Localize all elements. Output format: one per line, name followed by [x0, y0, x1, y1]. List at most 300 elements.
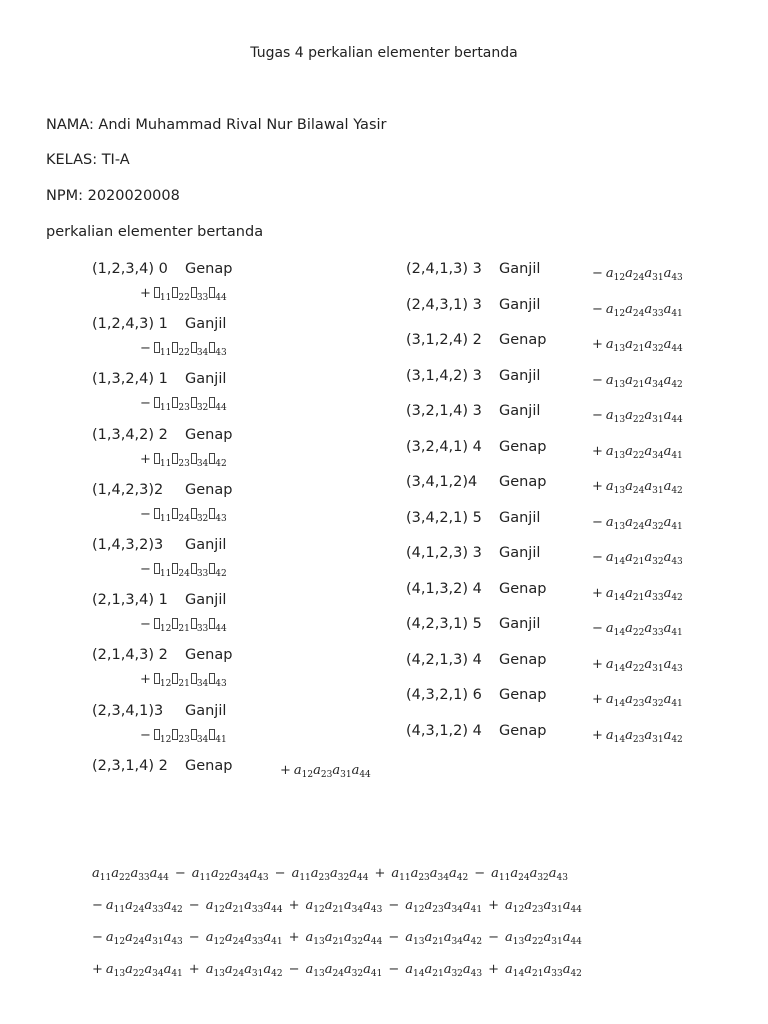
subscript: 12 [159, 624, 172, 635]
subscript: 42 [671, 734, 683, 745]
elementary-product: − $a_{13}a_{21}a_{34}a_{42}$ [592, 372, 683, 390]
elementary-product [140, 341, 228, 359]
student-npm: NPM: 2020020008 [46, 188, 180, 204]
subscript: 43 [215, 679, 227, 690]
product-row [592, 617, 683, 638]
elementary-product: − $a_{12}a_{24}a_{33}a_{41}$ [592, 301, 683, 319]
subscript: 34 [196, 679, 209, 690]
subscript: 24 [232, 937, 245, 947]
subscript: 12 [213, 905, 225, 915]
unrendered-glyph [154, 673, 160, 684]
subscript: 14 [613, 734, 626, 745]
unrendered-glyph [154, 729, 160, 740]
subscript: 22 [218, 873, 231, 883]
term-sign: − [174, 866, 186, 881]
term-sign: − [188, 898, 200, 913]
term-sign: + [592, 337, 603, 352]
permutation-label: (4,1,2,3) 3 [406, 545, 482, 561]
subscript: 33 [652, 308, 664, 319]
term-sign: − [592, 372, 603, 388]
subscript: 11 [159, 513, 172, 524]
subscript: 24 [132, 937, 145, 947]
parity-label: Genap [499, 687, 547, 703]
permutation-label: (3,2,4,1) 4 [406, 438, 482, 455]
subscript: 42 [215, 458, 227, 469]
elementary-product: $a_{11}a_{22}a_{33}a_{44}$ [92, 866, 169, 883]
subscript: 34 [237, 873, 250, 883]
product-row [592, 333, 683, 354]
product-row [592, 262, 683, 283]
subscript: 12 [159, 734, 172, 745]
unrendered-glyph [154, 397, 160, 408]
subscript: 34 [196, 734, 209, 745]
term-sign: − [140, 506, 151, 522]
term-sign: − [592, 301, 603, 317]
term-sign: + [592, 443, 603, 459]
permutation-label: (2,3,1,4) 2 [92, 758, 168, 774]
subscript: 44 [157, 873, 169, 883]
subscript: 13 [213, 969, 225, 979]
subscript: 31 [551, 937, 563, 947]
unrendered-glyph [191, 508, 197, 519]
subscript: 33 [652, 628, 664, 638]
subscript: 21 [232, 905, 245, 915]
subscript: 41 [370, 969, 383, 979]
subscript: 23 [318, 873, 330, 883]
subscript: 23 [432, 905, 444, 915]
subscript: 13 [613, 486, 626, 496]
subscript: 14 [413, 969, 425, 979]
term-sign: − [488, 930, 500, 945]
term-sign: − [388, 930, 400, 945]
subscript: 34 [451, 905, 463, 915]
parity-label: Genap [185, 481, 233, 498]
parity-label: Ganjil [499, 261, 541, 277]
parity-label: Ganjil [499, 616, 541, 632]
subscript: 24 [178, 513, 190, 524]
subscript: 43 [671, 557, 683, 567]
elementary-product [140, 507, 228, 522]
subscript: 32 [652, 521, 664, 532]
elementary-product: $a_{13}a_{22}a_{34}a_{41}$ [105, 962, 183, 979]
subscript: 23 [178, 734, 190, 745]
subscript: 21 [432, 937, 444, 947]
term-sign: + [280, 763, 291, 778]
subscript: 13 [613, 415, 626, 425]
subscript: 44 [671, 415, 683, 425]
subscript: 21 [632, 344, 645, 354]
subscript: 41 [671, 450, 683, 461]
unrendered-glyph [154, 618, 160, 629]
parity-label: Ganjil [499, 509, 541, 526]
parity-label: Genap [499, 722, 547, 739]
subscript: 34 [152, 969, 164, 979]
term-sign: − [140, 617, 151, 633]
parity-label: Genap [499, 438, 547, 455]
term-sign: + [140, 286, 151, 301]
subscript: 21 [332, 905, 344, 915]
subscript: 12 [159, 679, 172, 690]
subscript: 12 [113, 937, 126, 947]
subscript: 32 [351, 937, 364, 947]
subscript: 24 [632, 308, 645, 319]
subscript: 43 [257, 873, 269, 883]
subscript: 44 [671, 344, 683, 354]
product-row [592, 369, 683, 390]
parity-label: Ganjil [185, 371, 227, 388]
student-class: KELAS: TI-A [46, 152, 130, 168]
product-row [140, 724, 228, 745]
subscript: 33 [138, 873, 150, 883]
subscript: 42 [470, 937, 483, 947]
subscript: 13 [313, 937, 325, 947]
elementary-product: + $a_{13}a_{21}a_{32}a_{44}$ [592, 337, 683, 354]
permutation-label: (2,4,1,3) 3 [406, 261, 482, 277]
subscript: 21 [178, 624, 190, 635]
subscript: 32 [652, 344, 664, 354]
subscript: 13 [613, 344, 626, 354]
subscript: 32 [451, 969, 463, 979]
permutation-label: (1,2,3,4) 0 [92, 261, 168, 277]
permutation-label: (4,1,3,2) 4 [406, 580, 482, 597]
unrendered-glyph [191, 287, 197, 298]
parity-label: Ganjil [185, 592, 227, 609]
term-sign: − [388, 898, 400, 913]
subscript: 21 [632, 592, 645, 603]
subscript: 33 [551, 969, 563, 979]
parity-label: Genap [499, 332, 547, 348]
elementary-product [140, 728, 228, 743]
term-sign: + [188, 962, 200, 977]
subscript: 31 [652, 415, 664, 425]
elementary-product: $a_{12}a_{24}a_{33}a_{41}$ [205, 930, 283, 947]
subscript: 11 [113, 905, 126, 915]
subscript: 44 [370, 937, 383, 947]
subscript: 33 [251, 905, 264, 915]
parity-label: Genap [499, 580, 547, 597]
elementary-product [140, 617, 228, 635]
product-row [140, 392, 228, 413]
parity-label: Genap [185, 261, 233, 277]
elementary-product [140, 672, 228, 690]
subscript: 43 [671, 273, 683, 283]
subscript: 44 [271, 905, 283, 915]
subscript: 22 [632, 415, 645, 425]
elementary-product: $a_{13}a_{22}a_{31}a_{44}$ [505, 930, 582, 947]
subscript: 23 [632, 699, 645, 709]
subscript: 44 [356, 873, 369, 883]
term-sign: + [592, 479, 603, 494]
subscript: 34 [437, 873, 449, 883]
subscript: 41 [671, 628, 683, 638]
subscript: 43 [470, 969, 483, 979]
subscript: 33 [196, 624, 209, 635]
subscript: 12 [213, 937, 225, 947]
term-sign: + [374, 866, 386, 881]
subscript: 44 [570, 937, 582, 947]
subscript: 42 [671, 592, 683, 603]
subscript: 32 [196, 513, 209, 524]
subscript: 14 [613, 628, 626, 638]
subscript: 24 [132, 905, 145, 915]
subscript: 31 [652, 734, 664, 745]
elementary-product: $a_{12}a_{21}a_{34}a_{43}$ [305, 898, 383, 915]
product-row [592, 582, 683, 603]
product-row [592, 546, 683, 567]
term-sign: + [488, 898, 500, 913]
elementary-product [140, 286, 228, 301]
term-sign: − [288, 962, 300, 977]
subscript: 32 [351, 969, 364, 979]
product-row [140, 503, 228, 524]
term-sign: − [592, 621, 603, 636]
subscript: 31 [652, 663, 664, 674]
subscript: 43 [171, 937, 183, 947]
subscript: 14 [613, 592, 626, 603]
subscript: 42 [671, 486, 683, 496]
elementary-product: + $a_{14}a_{23}a_{31}a_{42}$ [592, 727, 683, 745]
subscript: 34 [351, 905, 364, 915]
term-sign: − [92, 930, 103, 945]
subscript: 42 [570, 969, 582, 979]
elementary-product: $a_{12}a_{23}a_{31}a_{44}$ [505, 898, 582, 915]
subscript: 32 [652, 699, 664, 709]
subscript: 21 [178, 679, 190, 690]
term-sign: + [592, 585, 603, 601]
permutation-label: (4,2,3,1) 5 [406, 616, 482, 632]
subscript: 43 [215, 513, 227, 524]
subscript: 13 [413, 937, 425, 947]
subscript: 41 [215, 734, 227, 745]
expansion-line [92, 926, 582, 947]
subscript: 41 [671, 521, 683, 532]
subscript: 33 [152, 905, 164, 915]
subscript: 44 [215, 403, 227, 414]
term-sign: − [140, 562, 151, 577]
unrendered-glyph [191, 453, 197, 464]
product-row [140, 337, 228, 358]
parity-label: Ganjil [499, 367, 541, 384]
subscript: 11 [159, 348, 172, 359]
subscript: 14 [613, 663, 626, 674]
unrendered-glyph [154, 563, 160, 574]
subscript: 42 [215, 569, 227, 579]
student-name: NAMA: Andi Muhammad Rival Nur Bilawal Yasir [46, 117, 387, 133]
subscript: 24 [632, 486, 645, 496]
subscript: 12 [413, 905, 425, 915]
term-sign: − [140, 396, 151, 412]
product-row [592, 653, 683, 674]
elementary-product: + $a_{13}a_{22}a_{34}a_{41}$ [592, 443, 683, 461]
term-sign: − [592, 514, 603, 530]
subscript: 31 [652, 273, 664, 283]
subscript: 13 [313, 969, 325, 979]
elementary-product: $a_{11}a_{24}a_{32}a_{43}$ [491, 866, 568, 883]
parity-label: Genap [185, 426, 233, 443]
term-sign: − [188, 930, 200, 945]
permutation-label: (4,2,1,3) 4 [406, 651, 482, 668]
expansion-line [92, 894, 582, 915]
subscript: 42 [271, 969, 283, 979]
subscript: 24 [632, 273, 645, 283]
subscript: 33 [196, 293, 209, 303]
elementary-product: $a_{13}a_{24}a_{32}a_{41}$ [305, 962, 383, 979]
permutation-label: (2,4,3,1) 3 [406, 296, 482, 313]
subscript: 23 [418, 873, 430, 883]
term-sign: + [140, 451, 151, 467]
subscript: 13 [613, 450, 626, 461]
permutation-label: (2,1,3,4) 1 [92, 592, 168, 609]
permutation-label: (1,4,2,3)2 [92, 481, 164, 498]
elementary-product: + $a_{13}a_{24}a_{31}a_{42}$ [592, 479, 683, 496]
subscript: 12 [512, 905, 525, 915]
subscript: 44 [215, 624, 227, 635]
subscript: 42 [456, 873, 469, 883]
product-row [592, 298, 683, 319]
subscript: 43 [215, 348, 227, 359]
term-sign: + [92, 962, 103, 977]
subscript: 14 [613, 557, 626, 567]
subscript: 11 [159, 569, 172, 579]
permutation-label: (3,2,1,4) 3 [406, 403, 482, 419]
permutation-label: (3,1,4,2) 3 [406, 367, 482, 384]
product-row [592, 688, 683, 709]
subscript: 12 [613, 308, 626, 319]
subscript: 12 [301, 770, 314, 780]
parity-label: Ganjil [185, 702, 227, 719]
elementary-product: − $a_{13}a_{22}a_{31}a_{44}$ [592, 408, 683, 425]
product-row [592, 724, 683, 745]
subscript: 21 [632, 379, 645, 390]
subscript: 11 [99, 873, 112, 883]
subscript: 23 [632, 734, 645, 745]
unrendered-glyph [191, 563, 197, 574]
subscript: 32 [337, 873, 350, 883]
subscript: 12 [613, 273, 626, 283]
subscript: 44 [359, 770, 371, 780]
permutation-label: (4,3,1,2) 4 [406, 722, 482, 739]
subscript: 44 [215, 293, 227, 303]
parity-label: Ganjil [185, 537, 227, 553]
unrendered-glyph [191, 729, 197, 740]
permutation-label: (2,3,4,1)3 [92, 702, 164, 719]
subscript: 13 [613, 521, 626, 532]
subscript: 32 [537, 873, 549, 883]
expansion-line [92, 862, 568, 883]
term-sign: + [288, 898, 300, 913]
product-row [140, 558, 228, 579]
subscript: 14 [613, 699, 626, 709]
subscript: 32 [196, 403, 209, 414]
permutation-label: (2,1,4,3) 2 [92, 647, 168, 664]
term-sign: + [592, 727, 603, 743]
document-title: Tugas 4 perkalian elementer bertanda [250, 45, 518, 61]
elementary-product: $a_{14}a_{21}a_{32}a_{43}$ [405, 962, 483, 979]
product-row [140, 282, 228, 303]
subscript: 31 [251, 969, 264, 979]
term-sign: + [488, 962, 500, 977]
product-row [592, 440, 683, 461]
subscript: 21 [432, 969, 444, 979]
subscript: 11 [159, 458, 172, 469]
subscript: 24 [178, 569, 190, 579]
subscript: 22 [532, 937, 544, 947]
subscript: 32 [652, 557, 664, 567]
subscript: 34 [196, 458, 209, 469]
product-row [592, 475, 683, 496]
elementary-product: $a_{13}a_{21}a_{34}a_{42}$ [405, 930, 483, 947]
product-row [280, 759, 371, 780]
subscript: 41 [671, 308, 683, 319]
subscript: 13 [113, 969, 126, 979]
subscript: 34 [451, 937, 463, 947]
elementary-product: $a_{14}a_{21}a_{33}a_{42}$ [505, 962, 582, 979]
subscript: 43 [370, 905, 383, 915]
term-sign: + [592, 692, 603, 707]
subscript: 22 [132, 969, 145, 979]
product-row [592, 404, 683, 425]
subscript: 22 [178, 348, 190, 359]
term-sign: − [140, 341, 151, 357]
unrendered-glyph [154, 453, 160, 464]
subscript: 13 [512, 937, 525, 947]
permutation-label: (1,4,3,2)3 [92, 537, 164, 553]
subscript: 31 [652, 486, 664, 496]
elementary-product: $a_{12}a_{23}a_{34}a_{41}$ [405, 898, 483, 915]
elementary-product: − $a_{14}a_{22}a_{33}a_{41}$ [592, 621, 683, 638]
term-sign: − [592, 550, 603, 565]
elementary-product: − $a_{14}a_{21}a_{32}a_{43}$ [592, 550, 683, 567]
term-sign: − [474, 866, 486, 881]
term-sign: − [592, 408, 603, 423]
subscript: 11 [159, 293, 172, 303]
subscript: 13 [613, 379, 626, 390]
subscript: 42 [671, 379, 683, 390]
subscript: 11 [199, 873, 211, 883]
subscript: 24 [332, 969, 344, 979]
subscript: 42 [171, 905, 183, 915]
elementary-product: $a_{11}a_{24}a_{33}a_{42}$ [105, 898, 183, 915]
subscript: 14 [512, 969, 525, 979]
unrendered-glyph [154, 342, 160, 353]
elementary-product: $a_{11}a_{23}a_{34}a_{42}$ [391, 866, 469, 883]
parity-label: Ganjil [185, 316, 227, 333]
subscript: 22 [632, 450, 645, 461]
subscript: 21 [532, 969, 544, 979]
subscript: 23 [178, 403, 190, 414]
elementary-product: − $a_{13}a_{24}a_{32}a_{41}$ [592, 514, 683, 532]
section-heading: perkalian elementer bertanda [46, 224, 264, 240]
subscript: 31 [152, 937, 164, 947]
subscript: 41 [671, 699, 683, 709]
subscript: 23 [320, 770, 333, 780]
term-sign: − [92, 898, 103, 913]
parity-label: Genap [499, 474, 547, 490]
term-sign: + [592, 656, 603, 672]
elementary-product [140, 452, 228, 467]
product-row [140, 448, 228, 469]
elementary-product: + $a_{14}a_{21}a_{33}a_{42}$ [592, 585, 683, 603]
subscript: 31 [340, 770, 352, 780]
term-sign: − [592, 266, 603, 281]
unrendered-glyph [191, 342, 197, 353]
subscript: 43 [671, 663, 683, 674]
permutation-label: (1,3,4,2) 2 [92, 426, 168, 443]
unrendered-glyph [191, 397, 197, 408]
product-row [140, 613, 228, 634]
elementary-product: $a_{11}a_{23}a_{32}a_{44}$ [291, 866, 369, 883]
subscript: 21 [632, 557, 645, 567]
